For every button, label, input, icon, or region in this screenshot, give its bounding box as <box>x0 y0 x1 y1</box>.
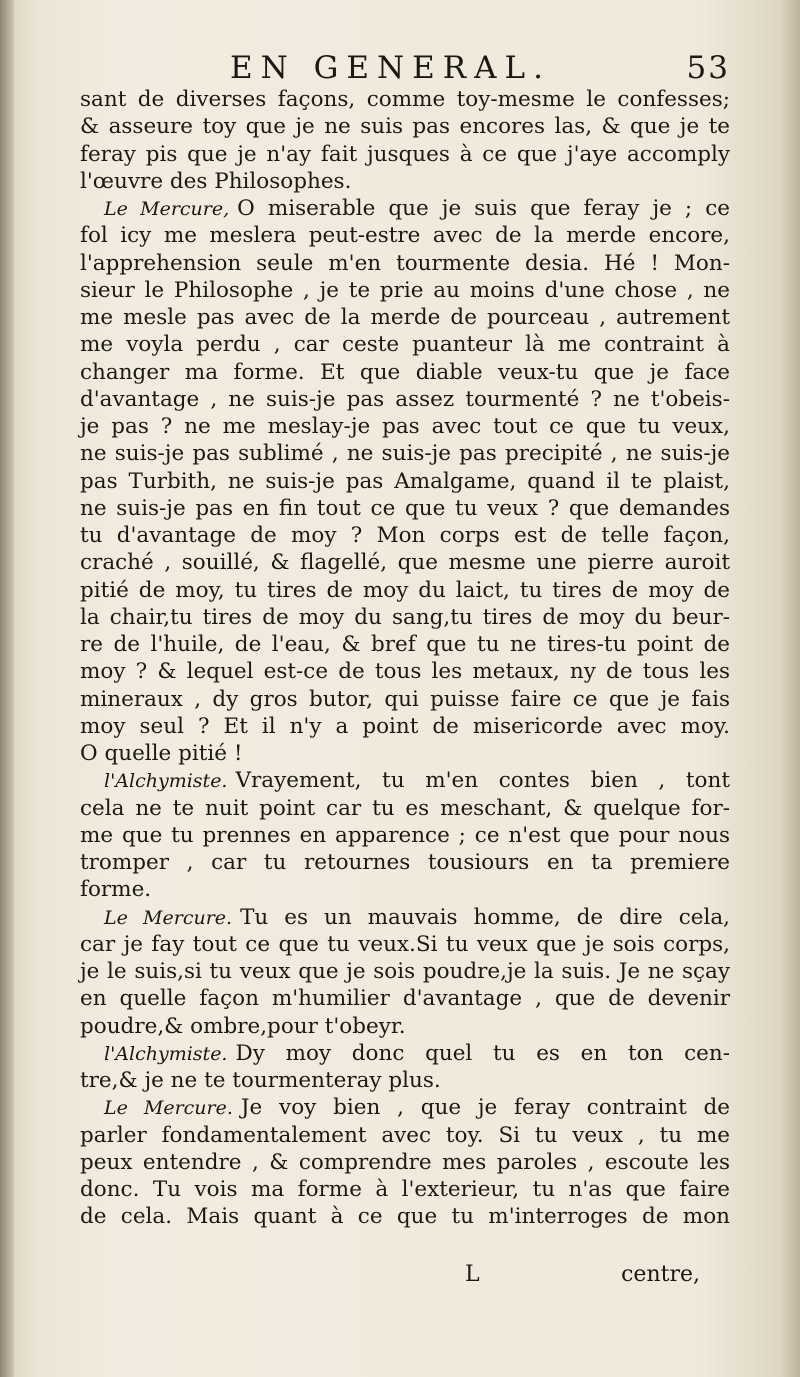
line-text: fol icy me meslera peut-estre avec de la merde encore, <box>80 223 730 249</box>
text-line <box>80 767 730 794</box>
line-text: tromper , car tu retournes tousiours en ta premiere <box>80 850 730 875</box>
text-line <box>80 795 730 822</box>
speaker-label: l'Alchymiste. <box>104 770 228 793</box>
line-text: Vrayement, tu m'en contes bien , tont <box>235 768 730 794</box>
line-text: pas Turbith, ne suis-je pas Amalgame, quand il te plaist, <box>80 468 730 494</box>
text-line <box>80 1094 730 1121</box>
line-text: ne suis-je pas sublimé , ne suis-je pas precipité , ne suis-je <box>80 441 730 467</box>
line-text: parler fondamentalement avec toy. Si tu veux , tu me <box>80 1122 730 1148</box>
text-line <box>80 1176 730 1203</box>
text-line <box>80 1203 730 1230</box>
line-text: la chair,tu tires de moy du sang,tu tires de moy du beur- <box>80 604 730 630</box>
text-line <box>80 904 730 931</box>
line-text: l'œuvre des Philosophes. <box>80 168 352 194</box>
line-text: Tu es un mauvais homme, de dire cela, <box>240 904 730 930</box>
text-line <box>80 440 730 467</box>
line-text: je pas ? ne me meslay-je pas avec tout ce que tu veux, <box>80 414 730 439</box>
line-text: changer ma forme. Et que diable veux-tu que je face <box>80 359 730 385</box>
line-text: me mesle pas avec de la merde de pourceau , autrement <box>80 305 730 330</box>
line-text: pitié de moy, tu tires de moy du laict, tu tires de moy de <box>80 577 730 603</box>
text-line <box>80 1013 730 1040</box>
text-line <box>80 359 730 386</box>
line-text: Dy moy donc quel tu es en ton cen- <box>235 1040 730 1066</box>
text-line <box>80 686 730 713</box>
line-text: moy seul ? Et il n'y a point de misericorde avec moy. <box>80 713 730 739</box>
text-line <box>80 277 730 304</box>
text-line <box>80 86 730 113</box>
page-header <box>80 44 730 84</box>
text-line <box>80 413 730 440</box>
text-line <box>80 1149 730 1176</box>
text-line <box>80 822 730 849</box>
text-line <box>80 577 730 604</box>
text-line <box>80 468 730 495</box>
text-line <box>80 713 730 740</box>
text-line <box>80 1067 730 1094</box>
body-text <box>80 86 730 1231</box>
line-text: tu d'avantage de moy ? Mon corps est de telle façon, <box>80 523 730 548</box>
page-number: 53 <box>686 50 730 86</box>
text-line <box>80 495 730 522</box>
speaker-label: l'Alchymiste. <box>104 1042 228 1065</box>
line-text: car je fay tout ce que tu veux.Si tu veux que je sois corps, <box>80 931 730 957</box>
text-line <box>80 549 730 576</box>
line-text: tre,& je ne te tourmenteray plus. <box>80 1068 441 1093</box>
text-line <box>80 658 730 685</box>
line-text: Je voy bien , que je feray contraint de <box>240 1095 730 1121</box>
catchword: centre, <box>621 1262 700 1287</box>
line-text: re de l'huile, de l'eau, & bref que tu ne tires-tu point de <box>80 632 730 657</box>
text-line <box>80 985 730 1012</box>
text-line <box>80 740 730 767</box>
signature-mark: L <box>465 1262 480 1287</box>
text-line <box>80 331 730 358</box>
line-text: ne suis-je pas en fin tout ce que tu veux ? que demandes <box>80 495 730 521</box>
line-text: feray pis que je n'ay fait jusques à ce que j'aye accomply <box>80 141 730 167</box>
line-text: mineraux , dy gros butor, qui puisse faire ce que je fais <box>80 686 730 712</box>
text-line <box>80 113 730 140</box>
line-text: je le suis,si tu veux que je sois poudre,je la suis. Je ne sçay <box>80 959 730 984</box>
text-line <box>80 168 730 195</box>
text-line <box>80 849 730 876</box>
line-text: forme. <box>80 877 152 903</box>
line-text: & asseure toy que je ne suis pas encores las, & que je te <box>80 114 730 140</box>
text-line <box>80 631 730 658</box>
line-text: sieur le Philosophe , je te prie au moins d'une chose , ne <box>80 277 730 303</box>
line-text: cela ne te nuit point car tu es meschant, & quelque for- <box>80 795 730 821</box>
text-line <box>80 195 730 222</box>
speaker-label: Le Mercure. <box>104 1097 233 1120</box>
line-text: en quelle façon m'humilier d'avantage , que de devenir <box>80 986 730 1012</box>
text-line <box>80 141 730 168</box>
line-text: l'apprehension seule m'en tourmente desia. Hé ! Mon- <box>80 250 730 276</box>
page-footer <box>80 1262 700 1292</box>
line-text: me que tu prennes en apparence ; ce n'est que pour nous <box>80 822 730 848</box>
text-line <box>80 304 730 331</box>
text-line <box>80 522 730 549</box>
line-text: sant de diverses façons, comme toy-mesme le confesses; <box>80 87 730 112</box>
line-text: moy ? & lequel est-ce de tous les metaux, ny de tous les <box>80 659 730 685</box>
text-line <box>80 386 730 413</box>
line-text: de cela. Mais quant à ce que tu m'interroges de mon <box>80 1204 730 1230</box>
text-line <box>80 931 730 958</box>
line-text: me voyla perdu , car ceste puanteur là me contraint à <box>80 332 730 358</box>
line-text: peux entendre , & comprendre mes paroles , escoute les <box>80 1149 730 1175</box>
text-line <box>80 1122 730 1149</box>
line-text: donc. Tu vois ma forme à l'exterieur, tu n'as que faire <box>80 1177 730 1202</box>
text-line <box>80 876 730 903</box>
text-line <box>80 1040 730 1067</box>
line-text: poudre,& ombre,pour t'obeyr. <box>80 1013 406 1039</box>
text-line <box>80 222 730 249</box>
line-text: craché , souillé, & flagellé, que mesme une pierre auroit <box>80 550 730 576</box>
text-line <box>80 958 730 985</box>
line-text: d'avantage , ne suis-je pas assez tourmenté ? ne t'obeis- <box>80 386 730 412</box>
speaker-label: Le Mercure. <box>104 906 233 929</box>
running-head: EN GENERAL. <box>230 50 551 86</box>
line-text: O quelle pitié ! <box>80 741 243 766</box>
text-line <box>80 250 730 277</box>
speaker-label: Le Mercure, <box>104 198 230 220</box>
text-line <box>80 604 730 631</box>
line-text: O miserable que je suis que feray je ; ce <box>237 196 730 221</box>
